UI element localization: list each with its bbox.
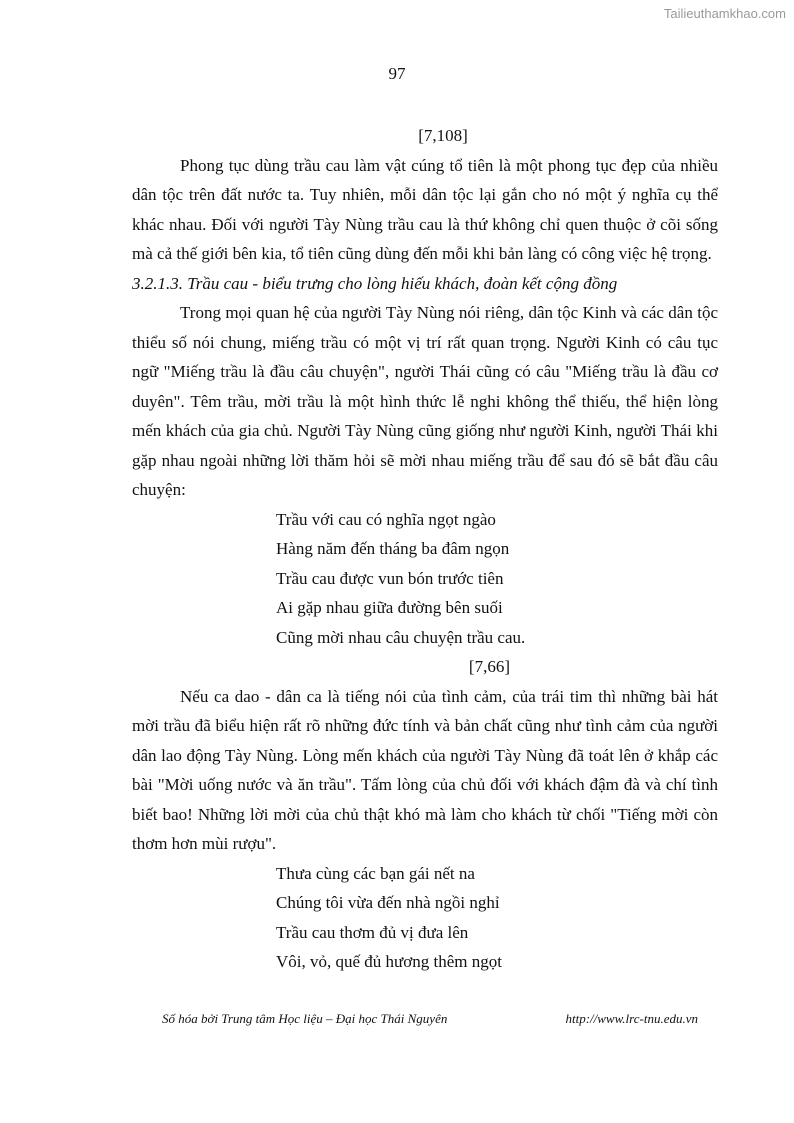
poem-line: Trầu cau thơm đủ vị đưa lên <box>276 922 469 942</box>
citation-ref: [7,66] <box>468 657 510 676</box>
poem-line: Trầu cau được vun bón trước tiên <box>276 568 504 588</box>
page-number: 97 <box>388 64 406 83</box>
poem-block <box>276 505 718 653</box>
poem-line: Vôi, vỏ, quế đủ hương thêm ngọt <box>276 952 502 971</box>
page-footer <box>162 1011 698 1027</box>
footer-source: Số hóa bởi Trung tâm Học liệu – Đại học Thái Nguyên <box>162 1011 448 1026</box>
paragraph: Nếu ca dao - dân ca là tiếng nói của tình cảm, của trái tim thì những bài hát mời trầu đã biểu hiện rất rõ những đức tính và bản chất cũng như tình cảm của người dân lao động Tày Nùng. Lòng mến khách của người Tày Nùng đã toát lên ở khắp các bài "Mời uống nước và ăn trầu". Tấm lòng của chủ đối với khách đậm đà và chí tình biết bao! Những lời mời của chủ thật khó mà làm cho khách từ chối "Tiếng mời còn thơm hơn mùi rượu". <box>132 686 718 853</box>
section-heading: 3.2.1.3. Trầu cau - biểu trưng cho lòng hiếu khách, đoàn kết cộng đồng <box>132 273 618 293</box>
watermark: Tailieuthamkhao.com <box>663 6 786 21</box>
poem-line: Thưa cùng các bạn gái nết na <box>276 863 475 883</box>
poem-line: Hàng năm đến tháng ba đâm ngọn <box>276 539 510 558</box>
poem-line: Trầu với cau có nghĩa ngọt ngào <box>276 509 496 529</box>
citation-ref: [7,108] <box>418 126 468 145</box>
footer-url: http://www.lrc-tnu.edu.vn <box>565 1011 698 1026</box>
paragraph: Phong tục dùng trầu cau làm vật cúng tổ tiên là một phong tục đẹp của nhiều dân tộc trên đất nước ta. Tuy nhiên, mỗi dân tộc lại gắn cho nó một ý nghĩa cụ thể khác nhau. Đối với người Tày Nùng trầu cau là thứ không chỉ quen thuộc ở cõi sống mà cả thế giới bên kia, tổ tiên cũng dùng đến mỗi khi bản làng có công việc hệ trọng. <box>132 155 718 263</box>
poem-block <box>276 859 718 977</box>
document-body <box>132 121 718 977</box>
poem-line: Ai gặp nhau giữa đường bên suối <box>276 598 503 617</box>
paragraph: Trong mọi quan hệ của người Tày Nùng nói riêng, dân tộc Kinh và các dân tộc thiểu số nói chung, miếng trầu có một vị trí rất quan trọng. Người Kinh có câu tục ngữ "Miếng trầu là đầu câu chuyện", người Thái cũng có câu "Miếng trầu là đầu cơ duyên". Têm trầu, mời trầu là một hình thức lễ nghi không thể thiếu, thể hiện lòng mến khách của gia chủ. Người Tày Nùng cũng giống như người Kinh, người Thái khi gặp nhau ngoài những lời thăm hỏi sẽ mời nhau miếng trầu để sau đó sẽ bắt đầu câu chuyện: <box>132 303 718 499</box>
poem-line: Chúng tôi vừa đến nhà ngồi nghỉ <box>276 893 500 912</box>
poem-line: Cũng mời nhau câu chuyện trầu cau. <box>276 627 526 647</box>
